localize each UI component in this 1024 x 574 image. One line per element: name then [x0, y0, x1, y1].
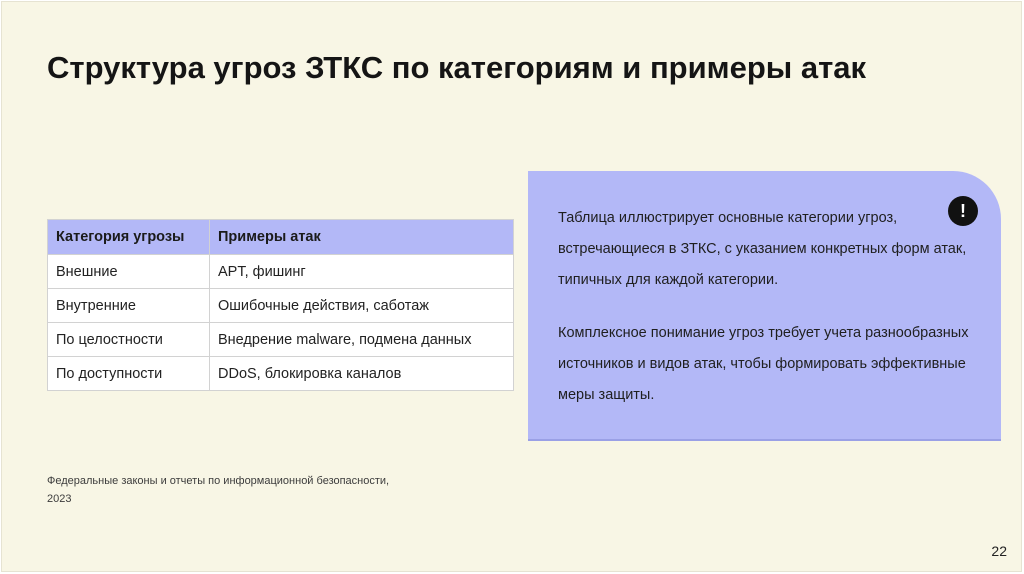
table-cell-category: Внутренние [48, 289, 210, 323]
table-cell-examples: DDoS, блокировка каналов [210, 357, 514, 391]
column-header-examples: Примеры атак [210, 220, 514, 255]
table-row [48, 357, 514, 391]
table-cell-category: По целостности [48, 323, 210, 357]
info-card [528, 171, 1001, 441]
table-cell-examples: Внедрение malware, подмена данных [210, 323, 514, 357]
table-cell-category: По доступности [48, 357, 210, 391]
table-row [48, 289, 514, 323]
table-row [48, 255, 514, 289]
slide [1, 1, 1022, 572]
page-number: 22 [991, 543, 1007, 559]
info-paragraph: Комплексное понимание угроз требует учета разнообразных источников и видов атак, чтобы формировать эффективные меры защиты. [558, 325, 969, 403]
exclamation-icon: ! [948, 196, 978, 226]
source-line: Федеральные законы и отчеты по информационной безопасности, [47, 475, 390, 487]
info-paragraph: Таблица иллюстрирует основные категории угроз, встречающиеся в ЗТКС, с указанием конкретных форм атак, типичных для каждой категории. [558, 210, 967, 288]
table-row [48, 323, 514, 357]
table-cell-examples: APT, фишинг [210, 255, 514, 289]
table-header-row [48, 220, 514, 255]
info-text [558, 203, 978, 411]
column-header-category: Категория угрозы [48, 220, 210, 255]
table-cell-category: Внешние [48, 255, 210, 289]
slide-title: Структура угроз ЗТКС по категориям и примеры атак [47, 50, 867, 85]
threat-table [47, 219, 514, 391]
source-year: 2023 [47, 493, 72, 505]
table-cell-examples: Ошибочные действия, саботаж [210, 289, 514, 323]
source-note [47, 472, 447, 508]
